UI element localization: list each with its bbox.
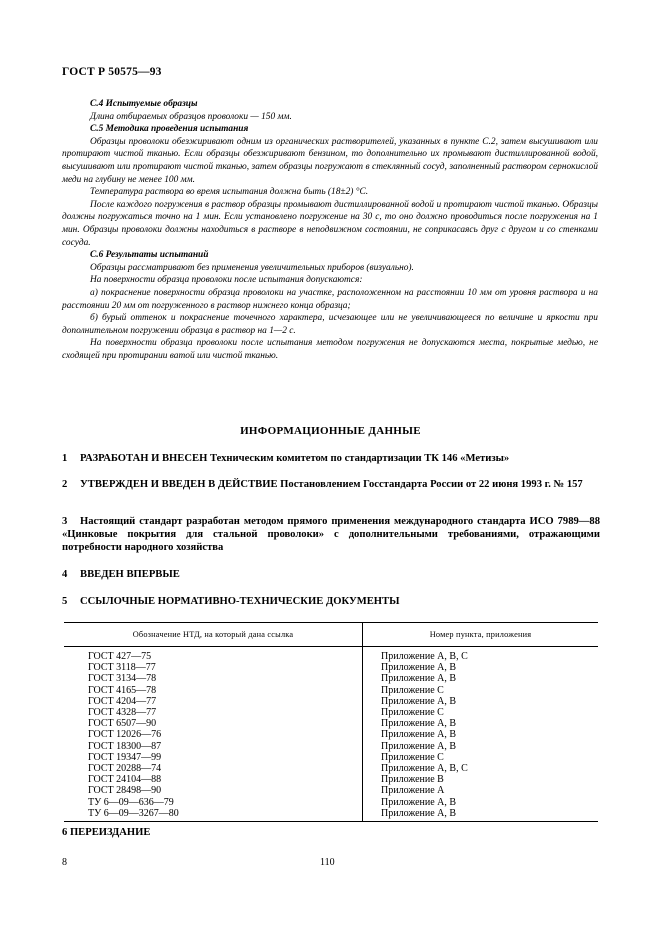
section-c6-paragraph: На поверхности образца проволоки после испытания методом погружения не допускаются места, покрытые медью, не сходящей при протирании ватой или чистой тканью. bbox=[62, 338, 598, 361]
info-item bbox=[62, 478, 600, 491]
table-cell-clause: Приложение А, В bbox=[381, 662, 457, 674]
section-c6-paragraph: На поверхности образца проволоки после испытания допускаются: bbox=[90, 275, 363, 286]
info-item-number: 3 bbox=[62, 516, 68, 527]
info-item-text: Настоящий стандарт разработан методом прямого применения международного стандарта ИСО 7989—88 «Цинковые покрытия для стальной проволоки» с дополнительными требованиями, отражающими потребности народного хозяйства bbox=[62, 516, 600, 553]
table-row bbox=[64, 741, 598, 752]
table-cell-clause: Приложение А, В bbox=[381, 673, 457, 685]
table-cell-clause: Приложение В bbox=[381, 774, 444, 786]
info-item bbox=[62, 568, 600, 581]
section-c5-paragraph: После каждого погружения в раствор образцы промывают дистиллированной водой и протирают чистой тканью. Образцы должны погружаться точно на 1 мин. Если установлено погружение на 30 с, то оно должно проводиться после погружения на 1 мин. Образцы проволоки должны находиться в растворе в неподвижном состоянии, не соприкасаясь друг с другом и со стенками сосуда. bbox=[62, 199, 598, 248]
section-c6-paragraph: а) покраснение поверхности образца проволоки на участке, расположенном на расстоянии 10 мм от уровня раствора и на расстоянии 20 мм от погруженного в раствор нижнего конца образца; bbox=[62, 287, 598, 311]
table-cell-clause: Приложение А, В bbox=[381, 740, 457, 752]
table-row bbox=[64, 718, 598, 729]
info-item-number: 5 bbox=[62, 596, 68, 607]
info-item bbox=[62, 515, 600, 554]
table-cell-designation: ГОСТ 24104—88 bbox=[64, 774, 363, 785]
table-row bbox=[64, 774, 598, 785]
table-row bbox=[64, 752, 598, 763]
table-row bbox=[64, 797, 598, 808]
page-number-left: 8 bbox=[62, 857, 67, 868]
table-cell-designation: ГОСТ 427—75 bbox=[64, 647, 363, 663]
table-cell-clause: Приложение С bbox=[381, 751, 444, 763]
section-c4-paragraph: Длина отбираемых образцов проволоки — 150 мм. bbox=[90, 111, 292, 122]
info-item-text: РАЗРАБОТАН И ВНЕСЕН Техническим комитетом по стандартизации ТК 146 «Метизы» bbox=[80, 453, 510, 464]
section-c5-paragraph: Образцы проволоки обезжиривают одним из органических растворителей, указанных в пункте С.2, затем высушивают или протирают чистой тканью. Если образцы обезжиривают бензином, то дополнительно их промывают дистиллированной водой, высушивают или протирают чистой тканью, затем образцы погружают в стеклянный сосуд, заполненный раствором сернокислой меди на глубину не менее 100 мм. bbox=[62, 136, 598, 185]
table-row bbox=[64, 785, 598, 796]
table-cell-designation: ТУ 6—09—636—79 bbox=[64, 797, 363, 808]
table-row bbox=[64, 707, 598, 718]
info-item-text: УТВЕРЖДЕН И ВВЕДЕН В ДЕЙСТВИЕ Постановлением Госстандарта России от 22 июня 1993 г. № 157 bbox=[80, 479, 583, 490]
table-cell-designation: ТУ 6—09—3267—80 bbox=[64, 808, 363, 822]
table-cell-designation: ГОСТ 12026—76 bbox=[64, 729, 363, 740]
info-item bbox=[62, 452, 600, 465]
table-cell-designation: ГОСТ 28498—90 bbox=[64, 785, 363, 796]
table-cell-designation: ГОСТ 19347—99 bbox=[64, 752, 363, 763]
table-cell-clause: Приложение А, В, С bbox=[381, 763, 468, 775]
table-cell-designation: ГОСТ 4328—77 bbox=[64, 707, 363, 718]
section-c5-paragraph: Температура раствора во время испытания должна быть (18±2) °С. bbox=[90, 187, 369, 198]
section-c5-heading: С.5 Методика проведения испытания bbox=[90, 124, 249, 135]
table-cell-clause: Приложение А, В, С bbox=[381, 651, 468, 662]
section-c6-heading: С.6 Результаты испытаний bbox=[90, 250, 209, 261]
table-cell-designation: ГОСТ 18300—87 bbox=[64, 741, 363, 752]
info-item-number: 2 bbox=[62, 479, 68, 490]
table-cell-designation: ГОСТ 3118—77 bbox=[64, 662, 363, 673]
table-cell-clause: Приложение А, В bbox=[381, 796, 457, 808]
table-cell-clause: Приложение А, В bbox=[381, 718, 457, 730]
table-row bbox=[64, 763, 598, 774]
table-row bbox=[64, 808, 598, 822]
table-header-clause: Номер пункта, приложения bbox=[363, 623, 599, 647]
table-cell-clause: Приложение С bbox=[381, 684, 444, 696]
table-cell-clause: Приложение А, В bbox=[381, 695, 457, 707]
page-number-center: 110 bbox=[320, 857, 335, 868]
info-item-text: ССЫЛОЧНЫЕ НОРМАТИВНО-ТЕХНИЧЕСКИЕ ДОКУМЕНТЫ bbox=[80, 596, 400, 607]
table-cell-clause: Приложение А bbox=[381, 785, 445, 797]
table-row bbox=[64, 647, 598, 663]
table-header-row bbox=[64, 623, 598, 647]
table-row bbox=[64, 696, 598, 707]
table-cell-designation: ГОСТ 6507—90 bbox=[64, 718, 363, 729]
info-title: ИНФОРМАЦИОННЫЕ ДАННЫЕ bbox=[240, 425, 421, 437]
reference-documents-table bbox=[64, 622, 598, 822]
table-cell-designation: ГОСТ 3134—78 bbox=[64, 673, 363, 684]
info-item-number: 4 bbox=[62, 569, 68, 580]
section-c4-c6 bbox=[62, 98, 598, 362]
table-cell-designation: ГОСТ 4204—77 bbox=[64, 696, 363, 707]
table-cell-designation: ГОСТ 20288—74 bbox=[64, 763, 363, 774]
document-header: ГОСТ Р 50575—93 bbox=[62, 66, 162, 78]
table-cell-clause: Приложение С bbox=[381, 707, 444, 719]
table-row bbox=[64, 729, 598, 740]
info-item-number: 1 bbox=[62, 453, 68, 464]
table-cell-designation: ГОСТ 4165—78 bbox=[64, 685, 363, 696]
table-cell-clause: Приложение А, В bbox=[381, 729, 457, 741]
table-row bbox=[64, 673, 598, 684]
table-row bbox=[64, 662, 598, 673]
section-c4-heading: С.4 Испытуемые образцы bbox=[90, 99, 198, 109]
table-cell-clause: Приложение А, В bbox=[363, 808, 599, 822]
table-header-designation: Обозначение НТД, на который дана ссылка bbox=[64, 623, 363, 647]
reissue-item: 6 ПЕРЕИЗДАНИЕ bbox=[62, 827, 151, 838]
section-c6-paragraph: б) бурый оттенок и покраснение точечного характера, исчезающее или не увеличивающееся по величине и яркости при дополнительном погружении образца в раствор на 1—2 с. bbox=[62, 313, 598, 336]
info-item bbox=[62, 595, 600, 608]
table-row bbox=[64, 685, 598, 696]
info-item-text: ВВЕДЕН ВПЕРВЫЕ bbox=[80, 569, 180, 580]
section-c6-paragraph: Образцы рассматривают без применения увеличительных приборов (визуально). bbox=[90, 262, 414, 273]
